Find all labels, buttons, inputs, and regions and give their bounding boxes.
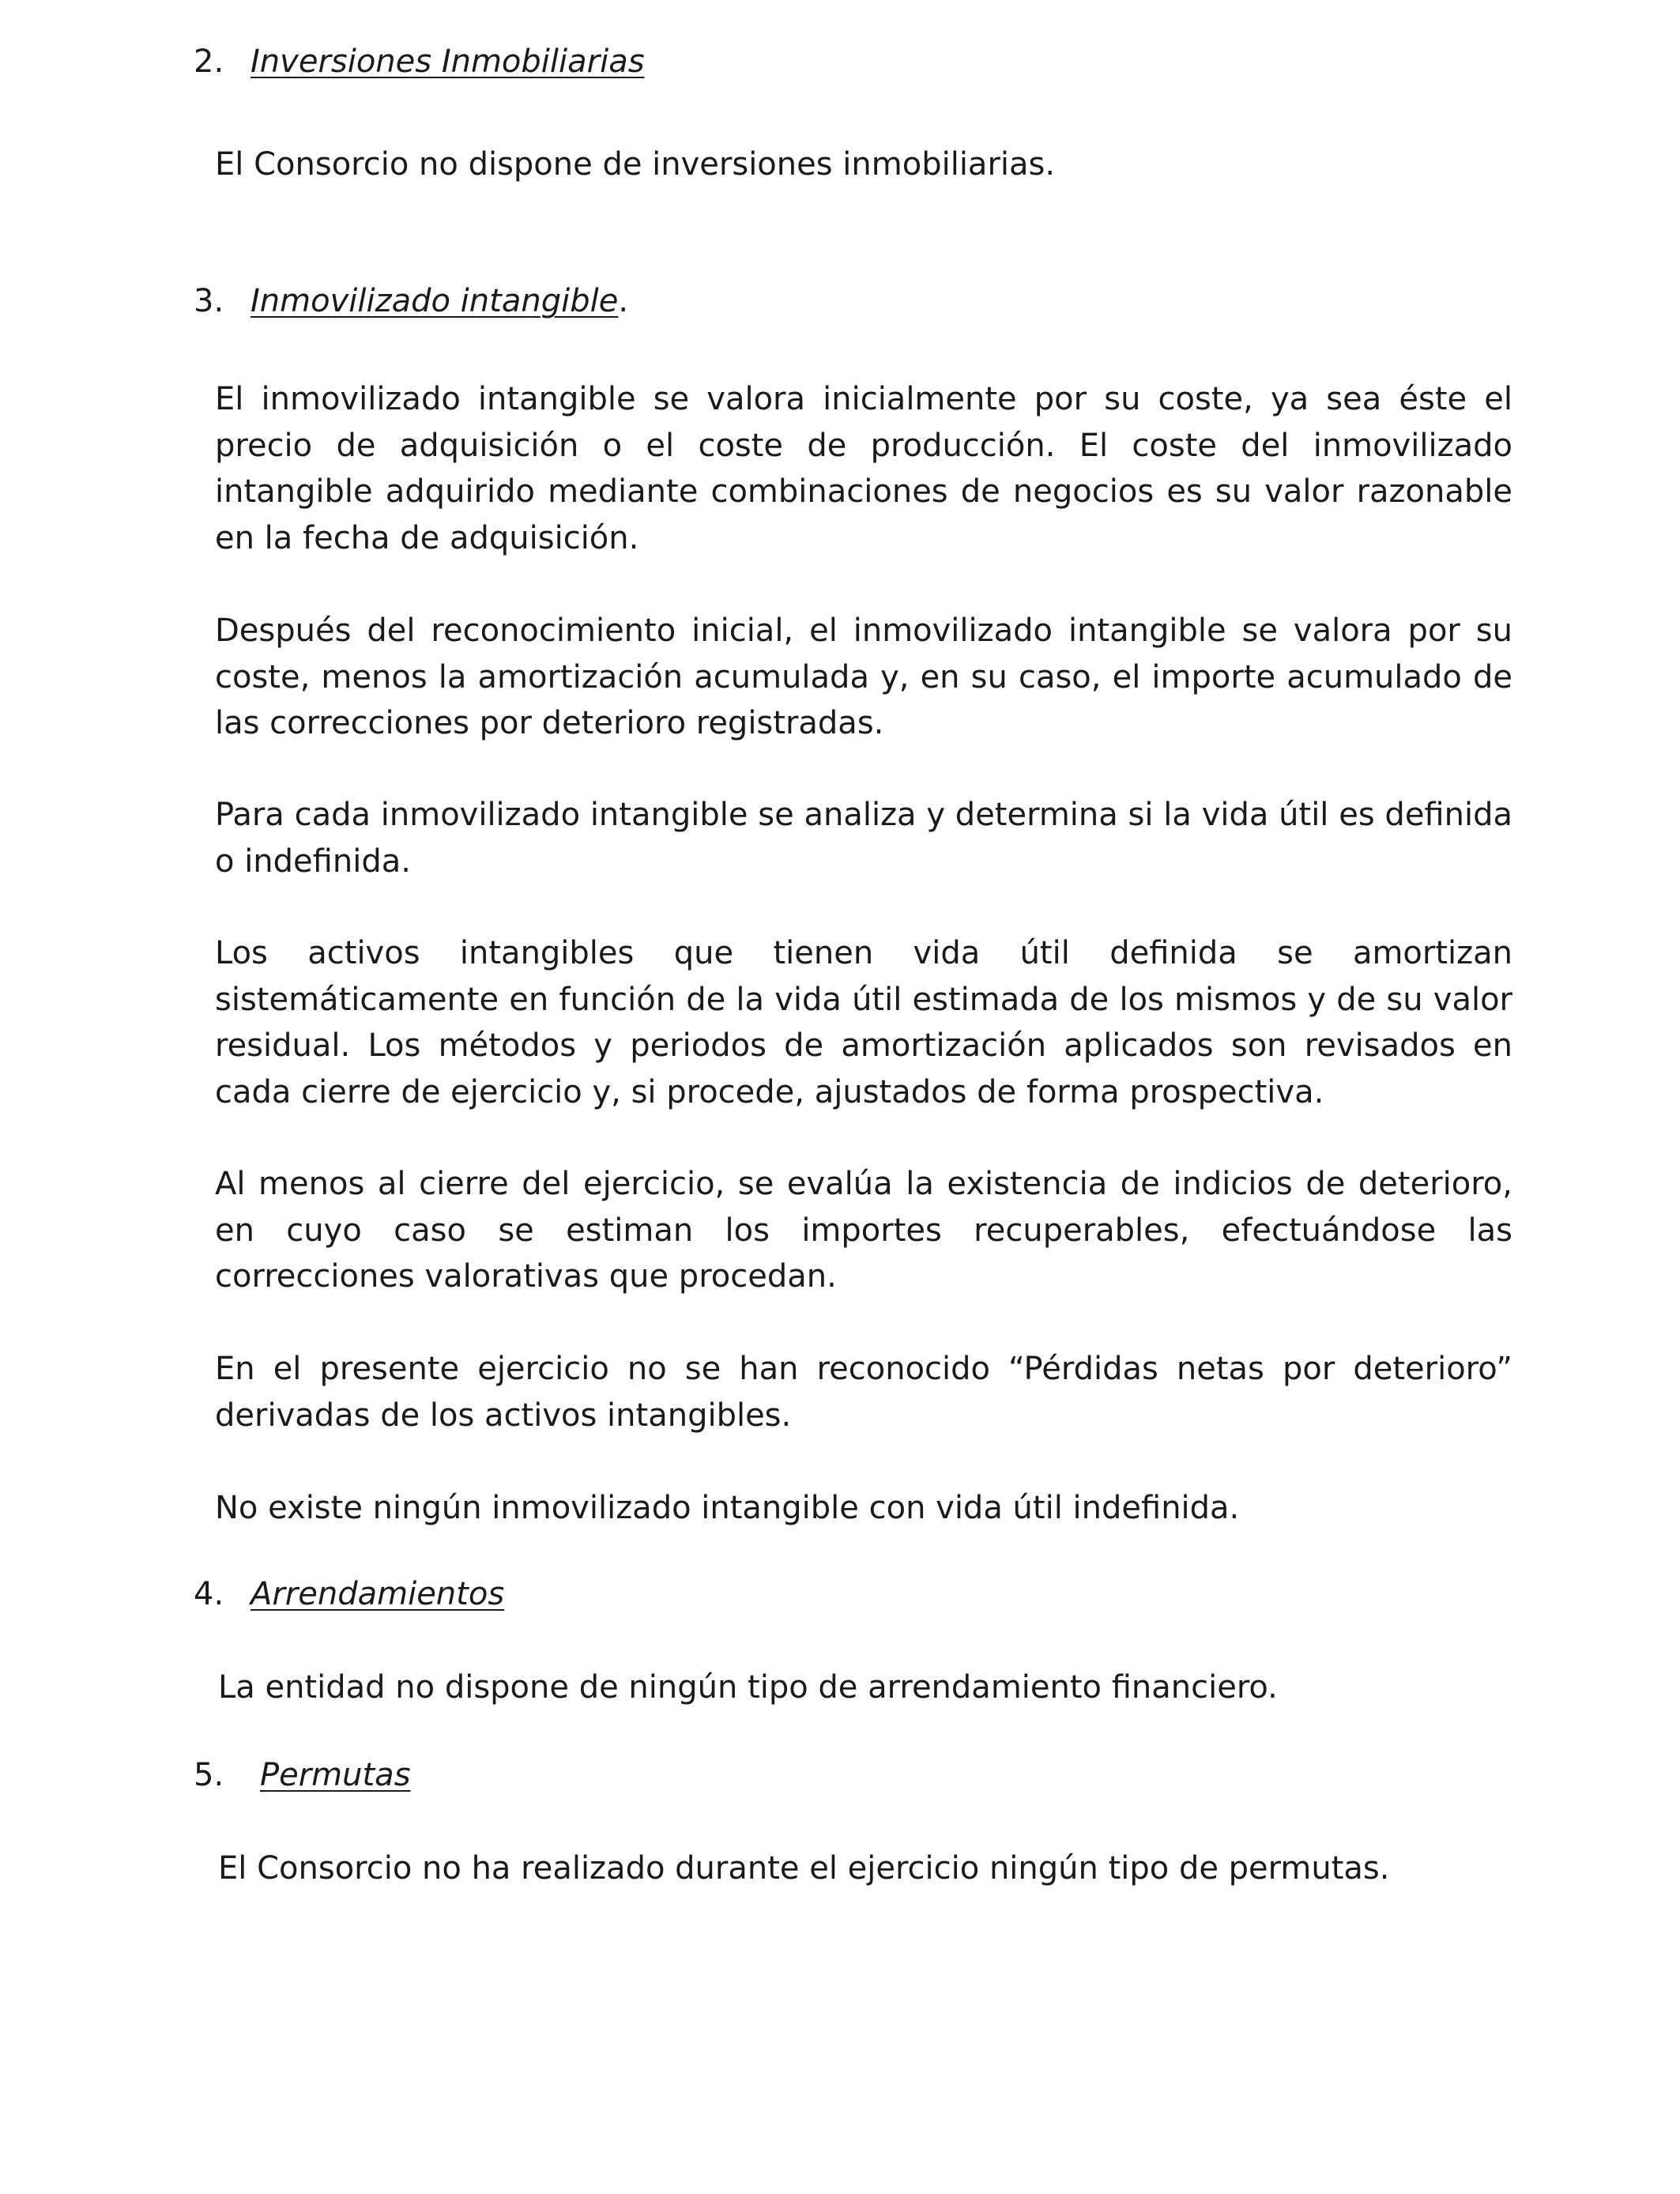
section-4-number: 4. xyxy=(194,1576,224,1612)
section-3-paragraph-2: Después del reconocimiento inicial, el inmovilizado intangible se valora por su coste, menos la amortización acumulada y, en su caso, el importe acumulado de las correcciones por deterioro registradas. xyxy=(215,613,1512,741)
section-3-heading xyxy=(194,282,628,320)
section-2-paragraph: El Consorcio no dispone de inversiones inmobiliarias. xyxy=(215,146,1056,183)
section-3-number: 3. xyxy=(194,283,224,319)
section-2-title: Inversiones Inmobiliarias xyxy=(250,43,645,80)
section-4-paragraph: La entidad no dispone de ningún tipo de arrendamiento financiero. xyxy=(218,1669,1278,1706)
section-3-paragraph-6: En el presente ejercicio no se han reconocido “Pérdidas netas por deterioro” derivadas de los activos intangibles. xyxy=(215,1351,1512,1434)
section-5-heading xyxy=(194,1756,411,1794)
section-3-paragraph-1: El inmovilizado intangible se valora inicialmente por su coste, ya sea éste el precio de adquisición o el coste de producción. El coste del inmovilizado intangible adquirido mediante combinaciones de negocios es su valor razonable en la fecha de adquisición. xyxy=(215,381,1512,556)
section-3-paragraph-4: Los activos intangibles que tienen vida útil definida se amortizan sistemáticamente en función de la vida útil estimada de los mismos y de su valor residual. Los métodos y periodos de amortización aplicados son revisados en cada cierre de ejercicio y, si procede, ajustados de forma prospectiva. xyxy=(215,935,1512,1110)
section-3-paragraph-7: No existe ningún inmovilizado intangible con vida útil indefinida. xyxy=(215,1490,1240,1526)
section-4-title: Arrendamientos xyxy=(250,1576,505,1612)
section-3-paragraph-5: Al menos al cierre del ejercicio, se evalúa la existencia de indicios de deterioro, en cuyo caso se estiman los importes recuperables, efectuándose las correcciones valorativas que procedan. xyxy=(215,1166,1512,1295)
section-2-number: 2. xyxy=(194,43,224,80)
section-5-paragraph: El Consorcio no ha realizado durante el ejercicio ningún tipo de permutas. xyxy=(218,1850,1390,1887)
section-4-heading xyxy=(194,1575,504,1613)
section-5-number: 5. xyxy=(194,1757,224,1793)
section-5-title: Permutas xyxy=(260,1757,411,1793)
section-3-title: Inmovilizado intangible xyxy=(250,283,619,319)
section-3-title-suffix: . xyxy=(618,283,629,319)
section-3-paragraph-3: Para cada inmovilizado intangible se analiza y determina si la vida útil es definida o indefinida. xyxy=(215,797,1512,880)
section-2-heading xyxy=(194,43,645,81)
